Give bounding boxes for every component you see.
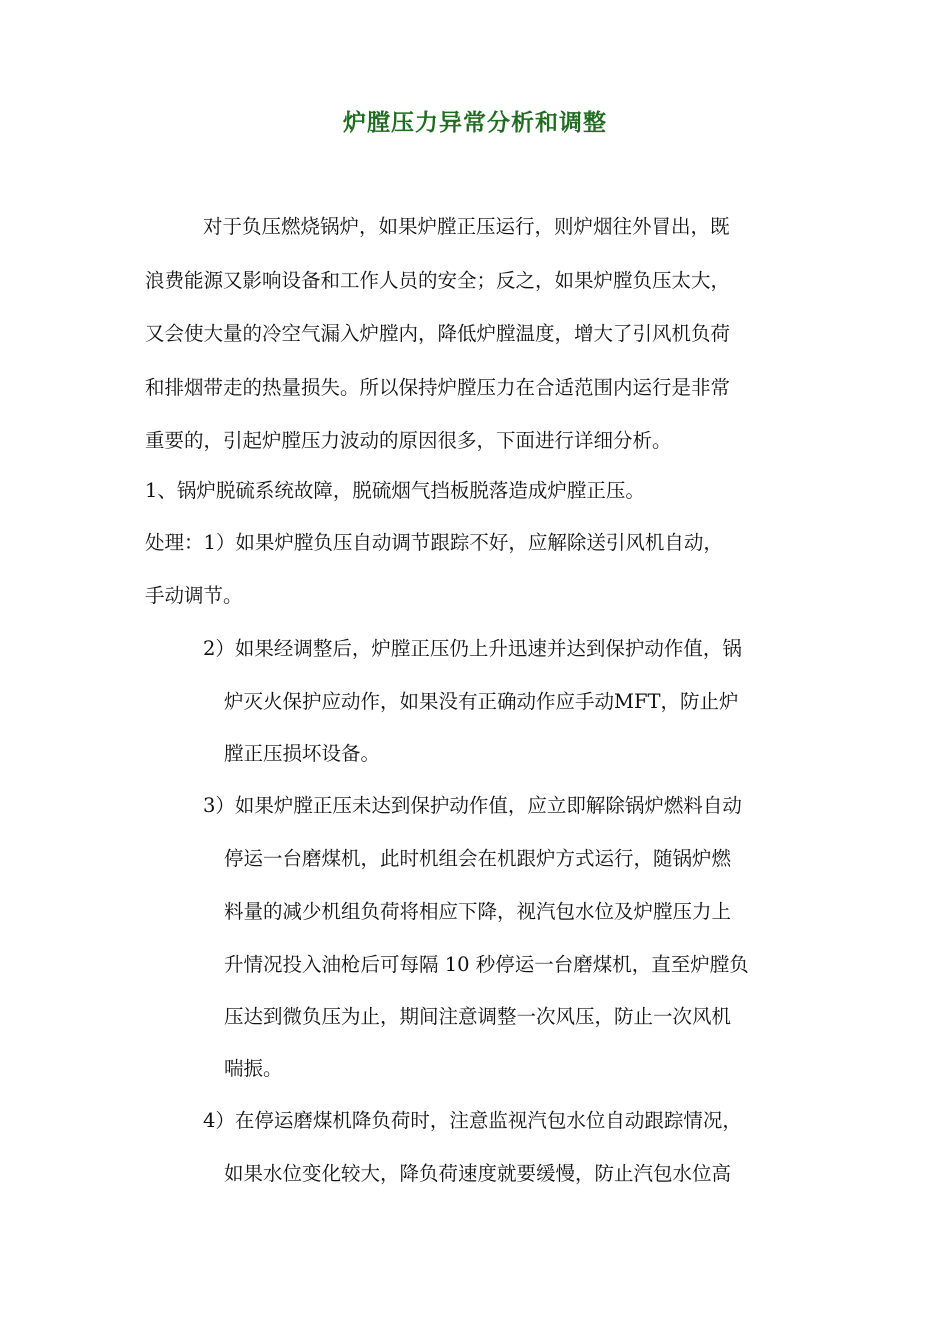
intro-line-5: 重要的，引起炉膛压力波动的原因很多，下面进行详细分析。 [145,429,672,452]
handling-line-2: 手动调节。 [145,584,243,607]
step3-line-4: 升情况投入油枪后可每隔 10 秒停运一台磨煤机，直至炉膛负 [224,953,749,976]
step2-line-1: 2）如果经调整后，炉膛正压仍上升迅速并达到保护动作值，锅 [203,637,742,660]
section1-heading: 1、锅炉脱硫系统故障，脱硫烟气挡板脱落造成炉膛正压。 [145,479,645,502]
step2-line-2: 炉灭火保护应动作，如果没有正确动作应手动MFT，防止炉 [224,690,739,713]
step4-line-2: 如果水位变化较大，降负荷速度就要缓慢，防止汽包水位高 [224,1162,732,1185]
document-title: 炉膛压力异常分析和调整 [343,109,607,136]
intro-line-1: 对于负压燃烧锅炉，如果炉膛正压运行，则炉烟往外冒出，既 [203,215,730,238]
step3-line-5: 压达到微负压为止，期间注意调整一次风压，防止一次风机 [224,1005,732,1028]
step3-line-6: 喘振。 [224,1057,283,1080]
step3-line-1: 3）如果炉膛正压未达到保护动作值，应立即解除锅炉燃料自动 [203,794,742,817]
step4-line-1: 4）在停运磨煤机降负荷时，注意监视汽包水位自动跟踪情况， [203,1109,742,1132]
handling-line-1: 处理：1）如果炉膛负压自动调节跟踪不好，应解除送引风机自动， [145,531,723,554]
intro-line-3: 又会使大量的冷空气漏入炉膛内，降低炉膛温度，增大了引风机负荷 [145,322,731,345]
step3-line-2: 停运一台磨煤机，此时机组会在机跟炉方式运行，随锅炉燃 [224,847,732,870]
intro-line-2: 浪费能源又影响设备和工作人员的安全；反之，如果炉膛负压太大， [145,269,731,292]
step2-line-3: 膛正压损坏设备。 [224,742,381,765]
step3-line-3: 料量的减少机组负荷将相应下降，视汽包水位及炉膛压力上 [224,900,732,923]
intro-line-4: 和排烟带走的热量损失。所以保持炉膛压力在合适范围内运行是非常 [145,376,731,399]
